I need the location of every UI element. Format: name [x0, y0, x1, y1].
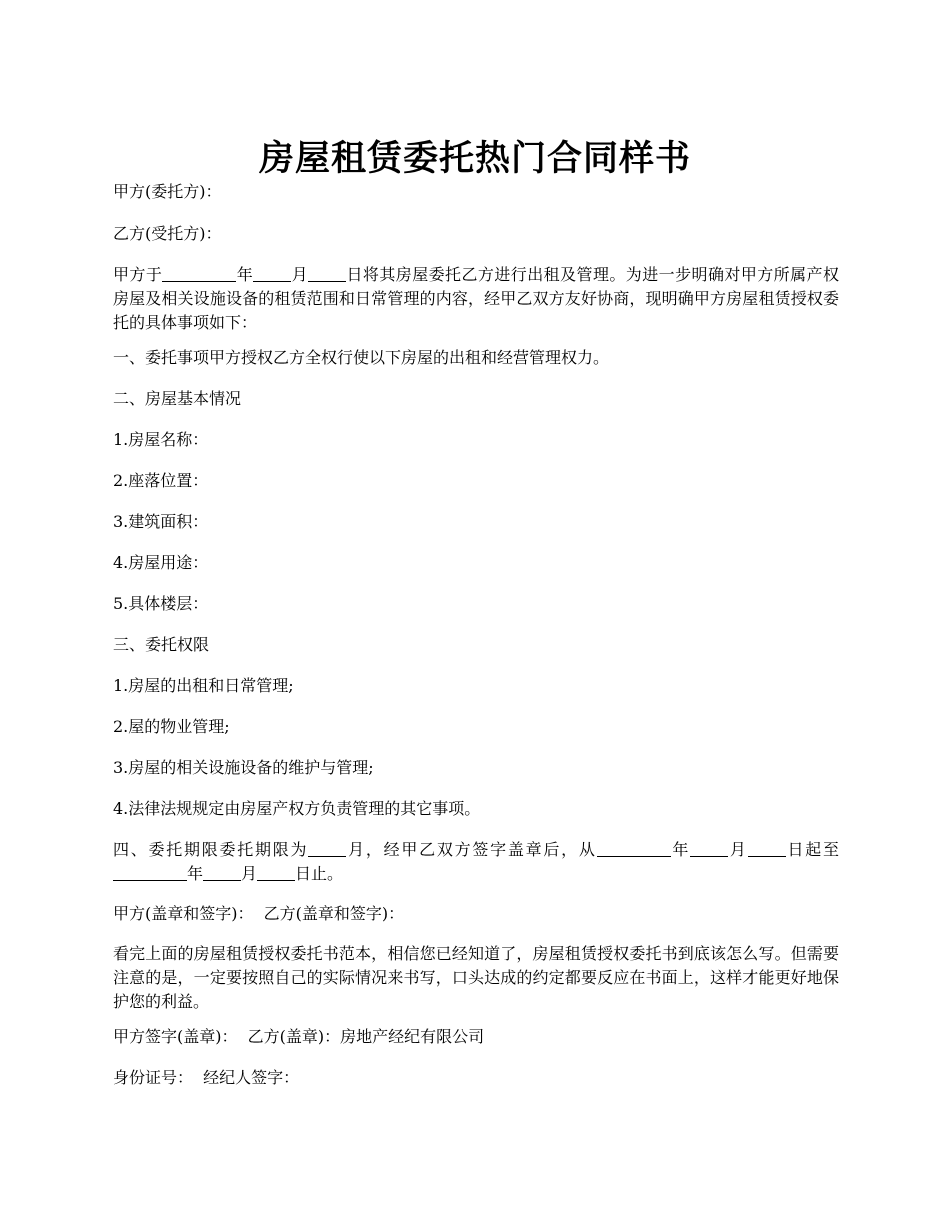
section-3-item: 1.房屋的出租和日常管理; — [113, 676, 294, 695]
start-day-blank — [748, 840, 786, 857]
signature-line: 甲方(盖章和签字)： 乙方(盖章和签字)： — [113, 904, 405, 923]
sign-line-2: 甲方签字(盖章)： 乙方(盖章)：房地产经纪有限公司 — [113, 1027, 485, 1046]
section-4-text: 日起至 — [785, 840, 839, 859]
end-year-blank — [113, 864, 187, 881]
section-2-item: 4.房屋用途： — [113, 553, 209, 572]
month-blank — [253, 265, 291, 282]
end-month-blank — [203, 864, 241, 881]
intro-rest: 日将其房屋委托乙方进行出租及管理。为进一步明确对甲方所属产权房屋及相关设施设备的租赁范围和日常管理的内容，经甲乙双方友好协商，现明确甲方房屋租赁授权委托的具体事项如下： — [113, 265, 839, 332]
section-3-item: 4.法律法规规定由房屋产权方负责管理的其它事项。 — [113, 799, 481, 818]
section-2-item: 5.具体楼层： — [113, 594, 209, 613]
section-4-text: 月 — [728, 840, 748, 859]
start-year-blank — [597, 840, 671, 857]
section-4 — [113, 838, 839, 886]
section-3-heading: 三、委托权限 — [113, 635, 210, 654]
end-day-blank — [257, 864, 295, 881]
id-line: 身份证号： 经纪人签字： — [113, 1068, 300, 1087]
section-4-text: 年 — [187, 864, 204, 883]
intro-year: 年 — [236, 265, 254, 284]
start-month-blank — [690, 840, 728, 857]
section-2-item: 2.座落位置： — [113, 471, 209, 490]
intro-prefix: 甲方于 — [113, 265, 163, 284]
section-1: 一、委托事项甲方授权乙方全权行使以下房屋的出租和经营管理权力。 — [113, 348, 610, 367]
section-4-text: 月，经甲乙双方签字盖章后，从 — [346, 840, 597, 859]
section-3-item: 2.屋的物业管理; — [113, 717, 230, 736]
party-a-line: 甲方(委托方)： — [113, 182, 222, 201]
party-b-line: 乙方(受托方)： — [113, 224, 222, 243]
section-2-item: 3.建筑面积： — [113, 512, 209, 531]
section-2-heading: 二、房屋基本情况 — [113, 389, 242, 408]
section-4-text: 日止。 — [295, 864, 344, 883]
intro-paragraph — [113, 263, 839, 335]
section-4-text: 月 — [241, 864, 258, 883]
closing-note: 看完上面的房屋租赁授权委托书范本，相信您已经知道了，房屋租赁授权委托书到底该怎么写。但需要注意的是，一定要按照自己的实际情况来书写，口头达成的约定都要反应在书面上，这样才能更好地保护您的利益。 — [113, 944, 839, 1011]
section-2-item: 1.房屋名称： — [113, 430, 209, 449]
day-blank — [308, 265, 346, 282]
months-blank — [308, 840, 346, 857]
document-title: 房屋租赁委托热门合同样书 — [258, 138, 691, 180]
section-4-text: 四、委托期限委托期限为 — [113, 840, 309, 859]
intro-month: 月 — [291, 265, 309, 284]
section-4-text: 年 — [670, 840, 691, 859]
section-3-item: 3.房屋的相关设施设备的维护与管理; — [113, 758, 374, 777]
year-blank — [162, 265, 236, 282]
